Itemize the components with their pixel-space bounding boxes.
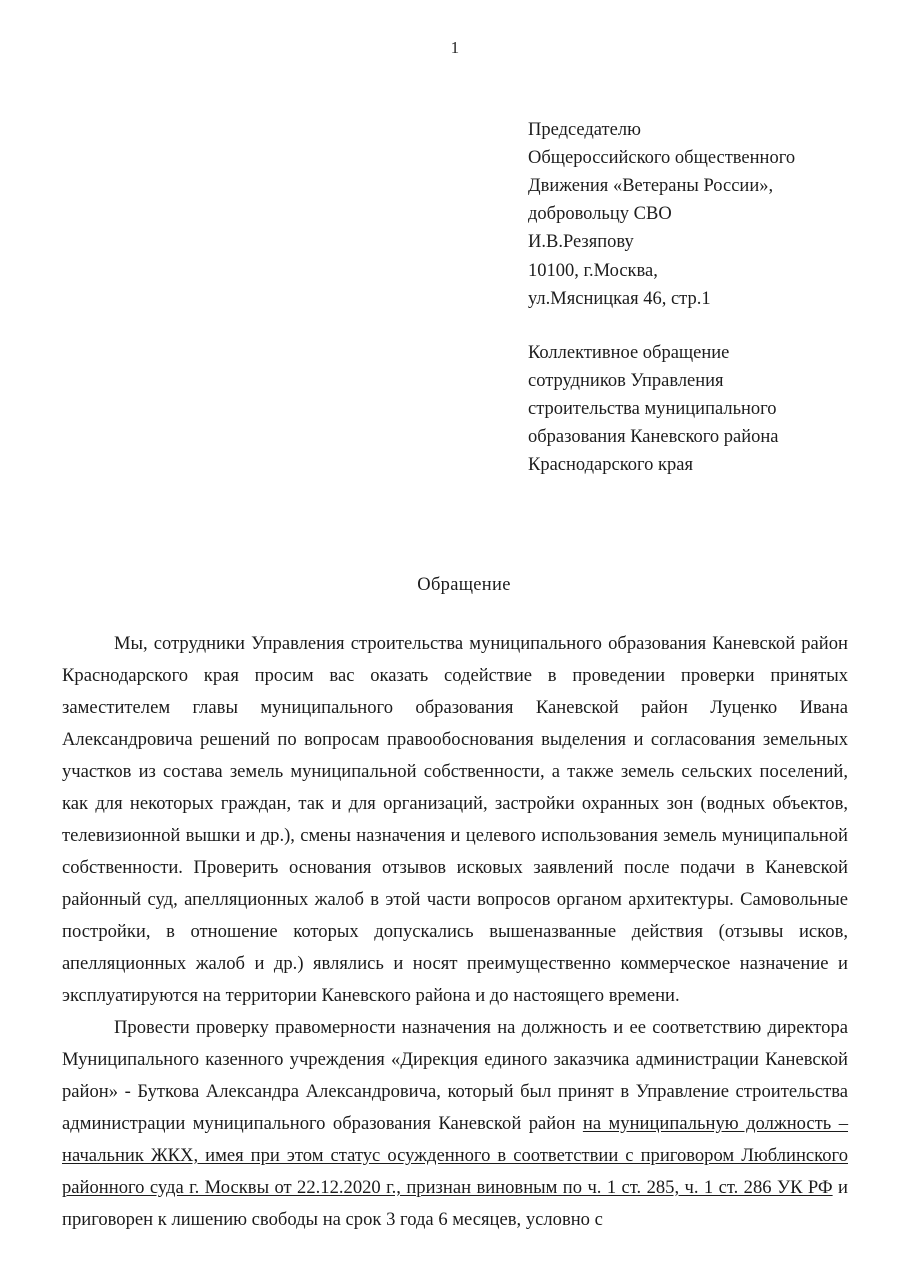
subject-line: сотрудников Управления: [528, 370, 724, 391]
subject-line: Коллективное обращение: [528, 342, 730, 363]
paragraph-2: [62, 1012, 848, 1236]
paragraph-2-underlined-text: на муниципальную должность – начальник ЖКХ, имея при этом статус осужденного в соответствии с приговором Люблинского районного суда г. Москвы от 22.12.2020 г., признан виновным по ч. 1 ст. 285, ч. 1 ст. 286 УК РФ: [62, 1112, 849, 1198]
addressee-section: [62, 116, 848, 479]
addressee-line: И.В.Резяпову: [528, 232, 634, 253]
paragraph-1: Мы, сотрудники Управления строительства муниципального образования Каневской район Краснодарского края просим вас оказать содействие в проведении проверки принятых заместителем главы муниципального образования Каневской район Луценко Ивана Александровича решений по вопросам правообоснования выделения и согласования земельных участков из состава земель муниципальной собственности, а также земель сельских поселений, как для некоторых граждан, так и для организаций, застройки охранных зон (водных объектов, телевизионной вышки и др.), смены назначения и целевого использования земель муниципальной собственности. Проверить основания отзывов исковых заявлений после подачи в Каневской районный суд, апелляционных жалоб в этой части вопросов органом архитектуры. Самовольные постройки, в отношение которых допускались вышеназванные действия (отзывы исков, апелляционных жалоб и др.) являлись и носят преимущественно коммерческое назначение и эксплуатируются на территории Каневского района и до настоящего времени.: [62, 633, 848, 1006]
subject-line: строительства муниципального: [528, 398, 777, 419]
page-number: 1: [450, 38, 460, 57]
addressee-line: 10100, г.Москва,: [528, 260, 658, 281]
addressee-block: [528, 116, 858, 479]
addressee-line: Председателю: [528, 120, 641, 140]
subject-block: [528, 339, 858, 480]
addressee-line: Движения «Ветераны России»,: [528, 176, 774, 197]
paragraph-2-text-after: и приговорен к лишению свободы на срок 3 года 6 месяцев, условно с: [62, 1176, 848, 1230]
spacer: [528, 313, 858, 339]
addressee-line: Общероссийского общественного: [528, 148, 796, 169]
paragraph-2-text-before: Провести проверку правомерности назначения на должность и ее соответствию директора Муниципального казенного учреждения «Дирекция единого заказчика администрации Каневской район» - Буткова Александра Александровича, который был принят в Управление строительства администрации муниципального образования Каневской район: [62, 1016, 848, 1134]
addressee-line: ул.Мясницкая 46, стр.1: [528, 288, 711, 309]
subject-line: Краснодарского края: [528, 455, 693, 476]
addressee-line: добровольцу СВО: [528, 204, 672, 225]
document-body: [62, 628, 848, 1235]
subject-line: образования Каневского района: [528, 427, 779, 448]
document-title: Обращение: [417, 575, 511, 596]
